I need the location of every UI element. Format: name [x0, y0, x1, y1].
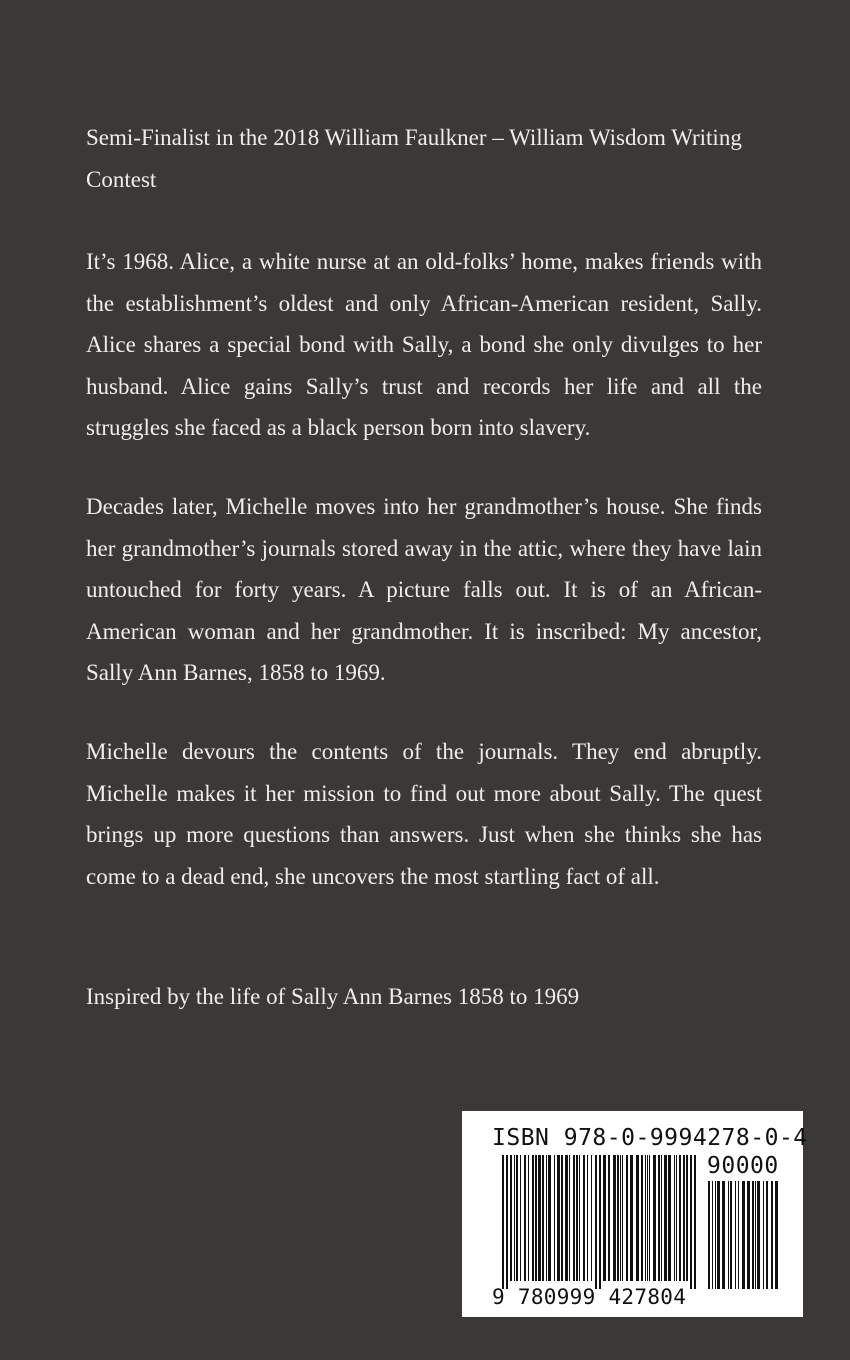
barcode-bar [661, 1155, 662, 1281]
barcode-bar [626, 1155, 628, 1281]
barcode-bar [679, 1155, 681, 1281]
barcode-bar [608, 1155, 610, 1281]
barcode-bar [771, 1181, 773, 1289]
barcode-bar [613, 1155, 616, 1281]
barcode-bar [636, 1155, 639, 1281]
barcode-bar [516, 1155, 518, 1281]
barcode-bar [554, 1155, 555, 1281]
barcode-bar [649, 1155, 650, 1281]
blurb-paragraph-2: Decades later, Michelle moves into her grandmother’s house. She finds her grandmother’s journals stored away in the attic, where they have lain untouched for forty years. A picture falls out. It is of an African-American woman and her grandmother. It is inscribed: My ancestor, Sally Ann Barnes, 1858 to 1969. [86, 494, 762, 685]
barcode-bar [668, 1155, 671, 1281]
barcode-bar [715, 1181, 716, 1289]
barcode-bar [535, 1155, 537, 1281]
barcode-guard-bar [502, 1155, 504, 1289]
barcode-bar [583, 1155, 585, 1281]
barcode-guard-bar [599, 1155, 601, 1289]
barcode-bar [735, 1181, 736, 1289]
barcode-bar [645, 1155, 646, 1281]
ean-digits: 9 780999 427804 [492, 1285, 687, 1309]
barcode-bar [520, 1155, 521, 1281]
barcode-bar [755, 1181, 756, 1289]
barcode-bar [514, 1155, 515, 1281]
barcode-bar [603, 1155, 606, 1281]
barcode-bar [664, 1155, 667, 1281]
barcode-bar [630, 1155, 633, 1281]
blurb-paragraph-3: Michelle devours the contents of the journals. They end abruptly. Michelle makes it her mission to find out more about Sally. The quest brings up more questions than answers. Just when she thinks she has come to a dead end, she uncovers the most startling fact of all. [86, 739, 762, 889]
barcode-bar [528, 1155, 529, 1281]
barcode-bar [557, 1155, 560, 1281]
barcode-bar [747, 1181, 750, 1289]
inspiration-line: Inspired by the life of Sally Ann Barnes 1858 to 1969 [86, 984, 580, 1009]
barcode-bar [538, 1155, 541, 1281]
barcode-bar [752, 1181, 754, 1289]
barcode-guard-bar [694, 1155, 696, 1289]
barcode-bar [569, 1155, 570, 1281]
barcode-bar [573, 1155, 575, 1281]
barcode-bar [708, 1181, 710, 1289]
blurb-paragraph-1: It’s 1968. Alice, a white nurse at an old-folks’ home, makes friends with the establishment’s oldest and only African-American resident, Sally. Alice shares a special bond with Sally, a bond she only divulges to her husband. Alice gains Sally’s trust and records her life and all the struggles she faced as a black person born into slavery. [86, 249, 762, 440]
barcode-bar [653, 1155, 656, 1281]
barcode-bar [683, 1155, 685, 1281]
barcode-bar [641, 1155, 643, 1281]
barcode-bar [510, 1155, 512, 1281]
barcode-bar [738, 1181, 739, 1289]
barcode-bar [730, 1181, 732, 1289]
barcode-bar [579, 1155, 580, 1281]
barcode-bar [561, 1155, 563, 1281]
barcode-bar [620, 1155, 621, 1281]
barcode-bar [763, 1181, 764, 1289]
barcode-bar [775, 1181, 778, 1289]
award-line: Semi-Finalist in the 2018 William Faulkner – William Wisdom Writing Contest [86, 125, 742, 192]
barcode-bar [532, 1155, 534, 1281]
barcode-bar [766, 1181, 768, 1289]
barcode-bar [542, 1155, 544, 1281]
barcode-guard-bar [595, 1155, 597, 1289]
price-code: 90000 [707, 1153, 779, 1179]
barcode-bar [658, 1155, 660, 1281]
barcode-bar [524, 1155, 526, 1281]
barcode-bar [717, 1181, 720, 1289]
barcode-bar [546, 1155, 547, 1281]
barcode-bar [587, 1155, 588, 1281]
barcode-guard-bar [506, 1155, 508, 1289]
barcode-bar [674, 1155, 675, 1281]
barcode-bar [728, 1181, 729, 1289]
barcode-bar [565, 1155, 568, 1281]
barcode-bar [686, 1155, 688, 1281]
barcode-guard-bar [690, 1155, 692, 1289]
barcode-bar [617, 1155, 619, 1281]
barcode-bar [676, 1155, 677, 1281]
barcode-bar [757, 1181, 760, 1289]
isbn-number: ISBN 978-0-9994278-0-4 [492, 1125, 808, 1151]
barcode-bar [742, 1181, 745, 1289]
barcode-bar [722, 1181, 725, 1289]
barcode-bar [576, 1155, 578, 1281]
barcode-bar [591, 1155, 592, 1281]
isbn-barcode [462, 1111, 808, 1317]
barcode-bar [622, 1155, 623, 1281]
barcode-bar [548, 1155, 551, 1281]
barcode-bar [712, 1181, 713, 1289]
barcode-bar [647, 1155, 648, 1281]
